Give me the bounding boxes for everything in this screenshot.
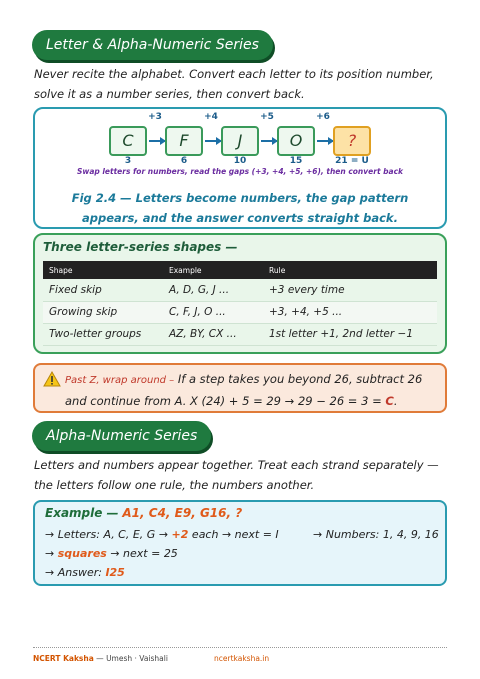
warning-body: If a step takes you beyond 26, subtract 26 and continue from A. X (24) + 5 = 29 → 29 − 26 = 3 = bbox=[65, 372, 423, 408]
table-cell: +3, +4, +5 ... bbox=[263, 301, 437, 323]
table-cell: Growing skip bbox=[43, 301, 163, 323]
table-cell: Two-letter groups bbox=[43, 323, 163, 345]
warning-answer: C bbox=[385, 394, 394, 408]
section-title-text: Alpha-Numeric Series bbox=[46, 428, 198, 444]
gap-label: +4 bbox=[204, 112, 218, 122]
table-row bbox=[43, 323, 437, 345]
figure-letter-chain bbox=[33, 107, 447, 229]
example-line-letters bbox=[45, 528, 279, 541]
chain-arrow bbox=[317, 140, 333, 142]
footer-authors: — Umesh · Vaishali bbox=[93, 654, 168, 663]
table-cell: AZ, BY, CX ... bbox=[163, 323, 263, 345]
example-answer: I25 bbox=[105, 566, 125, 579]
section-title-alpha-numeric bbox=[32, 421, 211, 451]
table-cell: A, D, G, J ... bbox=[163, 279, 263, 301]
warning-icon bbox=[43, 371, 61, 387]
position-number: 6 bbox=[180, 156, 188, 166]
example-box bbox=[33, 500, 447, 586]
position-number: 3 bbox=[124, 156, 132, 166]
example-label: Example — bbox=[45, 506, 119, 520]
section-title-text: Letter & Alpha-Numeric Series bbox=[46, 37, 259, 53]
column-header: Shape bbox=[43, 261, 163, 279]
position-number: 10 bbox=[233, 156, 247, 166]
gap-label: +5 bbox=[260, 112, 274, 122]
warning-lead: Past Z, wrap around – bbox=[65, 375, 175, 386]
example-text: each → next = I bbox=[191, 528, 279, 541]
example-heading bbox=[45, 506, 242, 520]
example-series: A1, C4, E9, G16, ? bbox=[122, 506, 243, 520]
table-cell: 1st letter +1, 2nd letter −1 bbox=[263, 323, 437, 345]
example-line-answer bbox=[45, 566, 125, 579]
example-text: → bbox=[45, 547, 55, 560]
example-highlight: squares bbox=[57, 547, 107, 560]
footer-brand: NCERT Kaksha bbox=[33, 654, 94, 663]
gap-label: +3 bbox=[148, 112, 162, 122]
chain-arrow bbox=[261, 140, 277, 142]
figure-caption: Swap letters for numbers, read the gaps (+3, +4, +5, +6), then convert back bbox=[76, 167, 404, 176]
gap-label: +6 bbox=[316, 112, 330, 122]
table-row bbox=[43, 279, 437, 301]
example-line-squares bbox=[45, 547, 178, 560]
figure-title: Fig 2.4 — Letters become numbers, the gap pattern appears, and the answer converts straight back. bbox=[71, 191, 409, 225]
table-header-row bbox=[43, 261, 437, 279]
chain-node: C bbox=[109, 126, 147, 156]
example-text: → Answer: bbox=[45, 566, 102, 579]
table-cell: C, F, J, O ... bbox=[163, 301, 263, 323]
footer-divider bbox=[33, 647, 447, 648]
shapes-table-title: Three letter-series shapes — bbox=[43, 240, 238, 254]
example-text: → next = 25 bbox=[110, 547, 178, 560]
section-intro: Never recite the alphabet. Convert each letter to its position number, solve it as a number series, then convert back. bbox=[34, 67, 434, 101]
footer-site-link[interactable]: ncertkaksha.in bbox=[214, 654, 270, 663]
table-cell: Fixed skip bbox=[43, 279, 163, 301]
position-number: 21 = U bbox=[335, 156, 369, 166]
section-intro: Letters and numbers appear together. Treat each strand separately — the letters follow one rule, the numbers another. bbox=[34, 458, 439, 492]
chain-arrow bbox=[205, 140, 221, 142]
position-number: 15 bbox=[289, 156, 303, 166]
chain-node-unknown: ? bbox=[333, 126, 371, 156]
shapes-table bbox=[43, 261, 437, 346]
chain-node: O bbox=[277, 126, 315, 156]
chain-node: F bbox=[165, 126, 203, 156]
section-title-letter-series bbox=[32, 30, 273, 60]
chain-arrow bbox=[149, 140, 165, 142]
example-text: → Letters: A, C, E, G → bbox=[45, 528, 169, 541]
example-highlight: +2 bbox=[171, 528, 189, 541]
table-cell: +3 every time bbox=[263, 279, 437, 301]
footer-credit bbox=[33, 654, 168, 663]
wrap-around-note bbox=[33, 363, 447, 413]
warning-end: . bbox=[393, 394, 398, 408]
chain-node: J bbox=[221, 126, 259, 156]
table-row bbox=[43, 301, 437, 323]
column-header: Rule bbox=[263, 261, 437, 279]
shapes-table-box bbox=[33, 233, 447, 354]
example-line-numbers: → Numbers: 1, 4, 9, 16 bbox=[313, 528, 439, 541]
column-header: Example bbox=[163, 261, 263, 279]
warning-text bbox=[65, 369, 443, 411]
